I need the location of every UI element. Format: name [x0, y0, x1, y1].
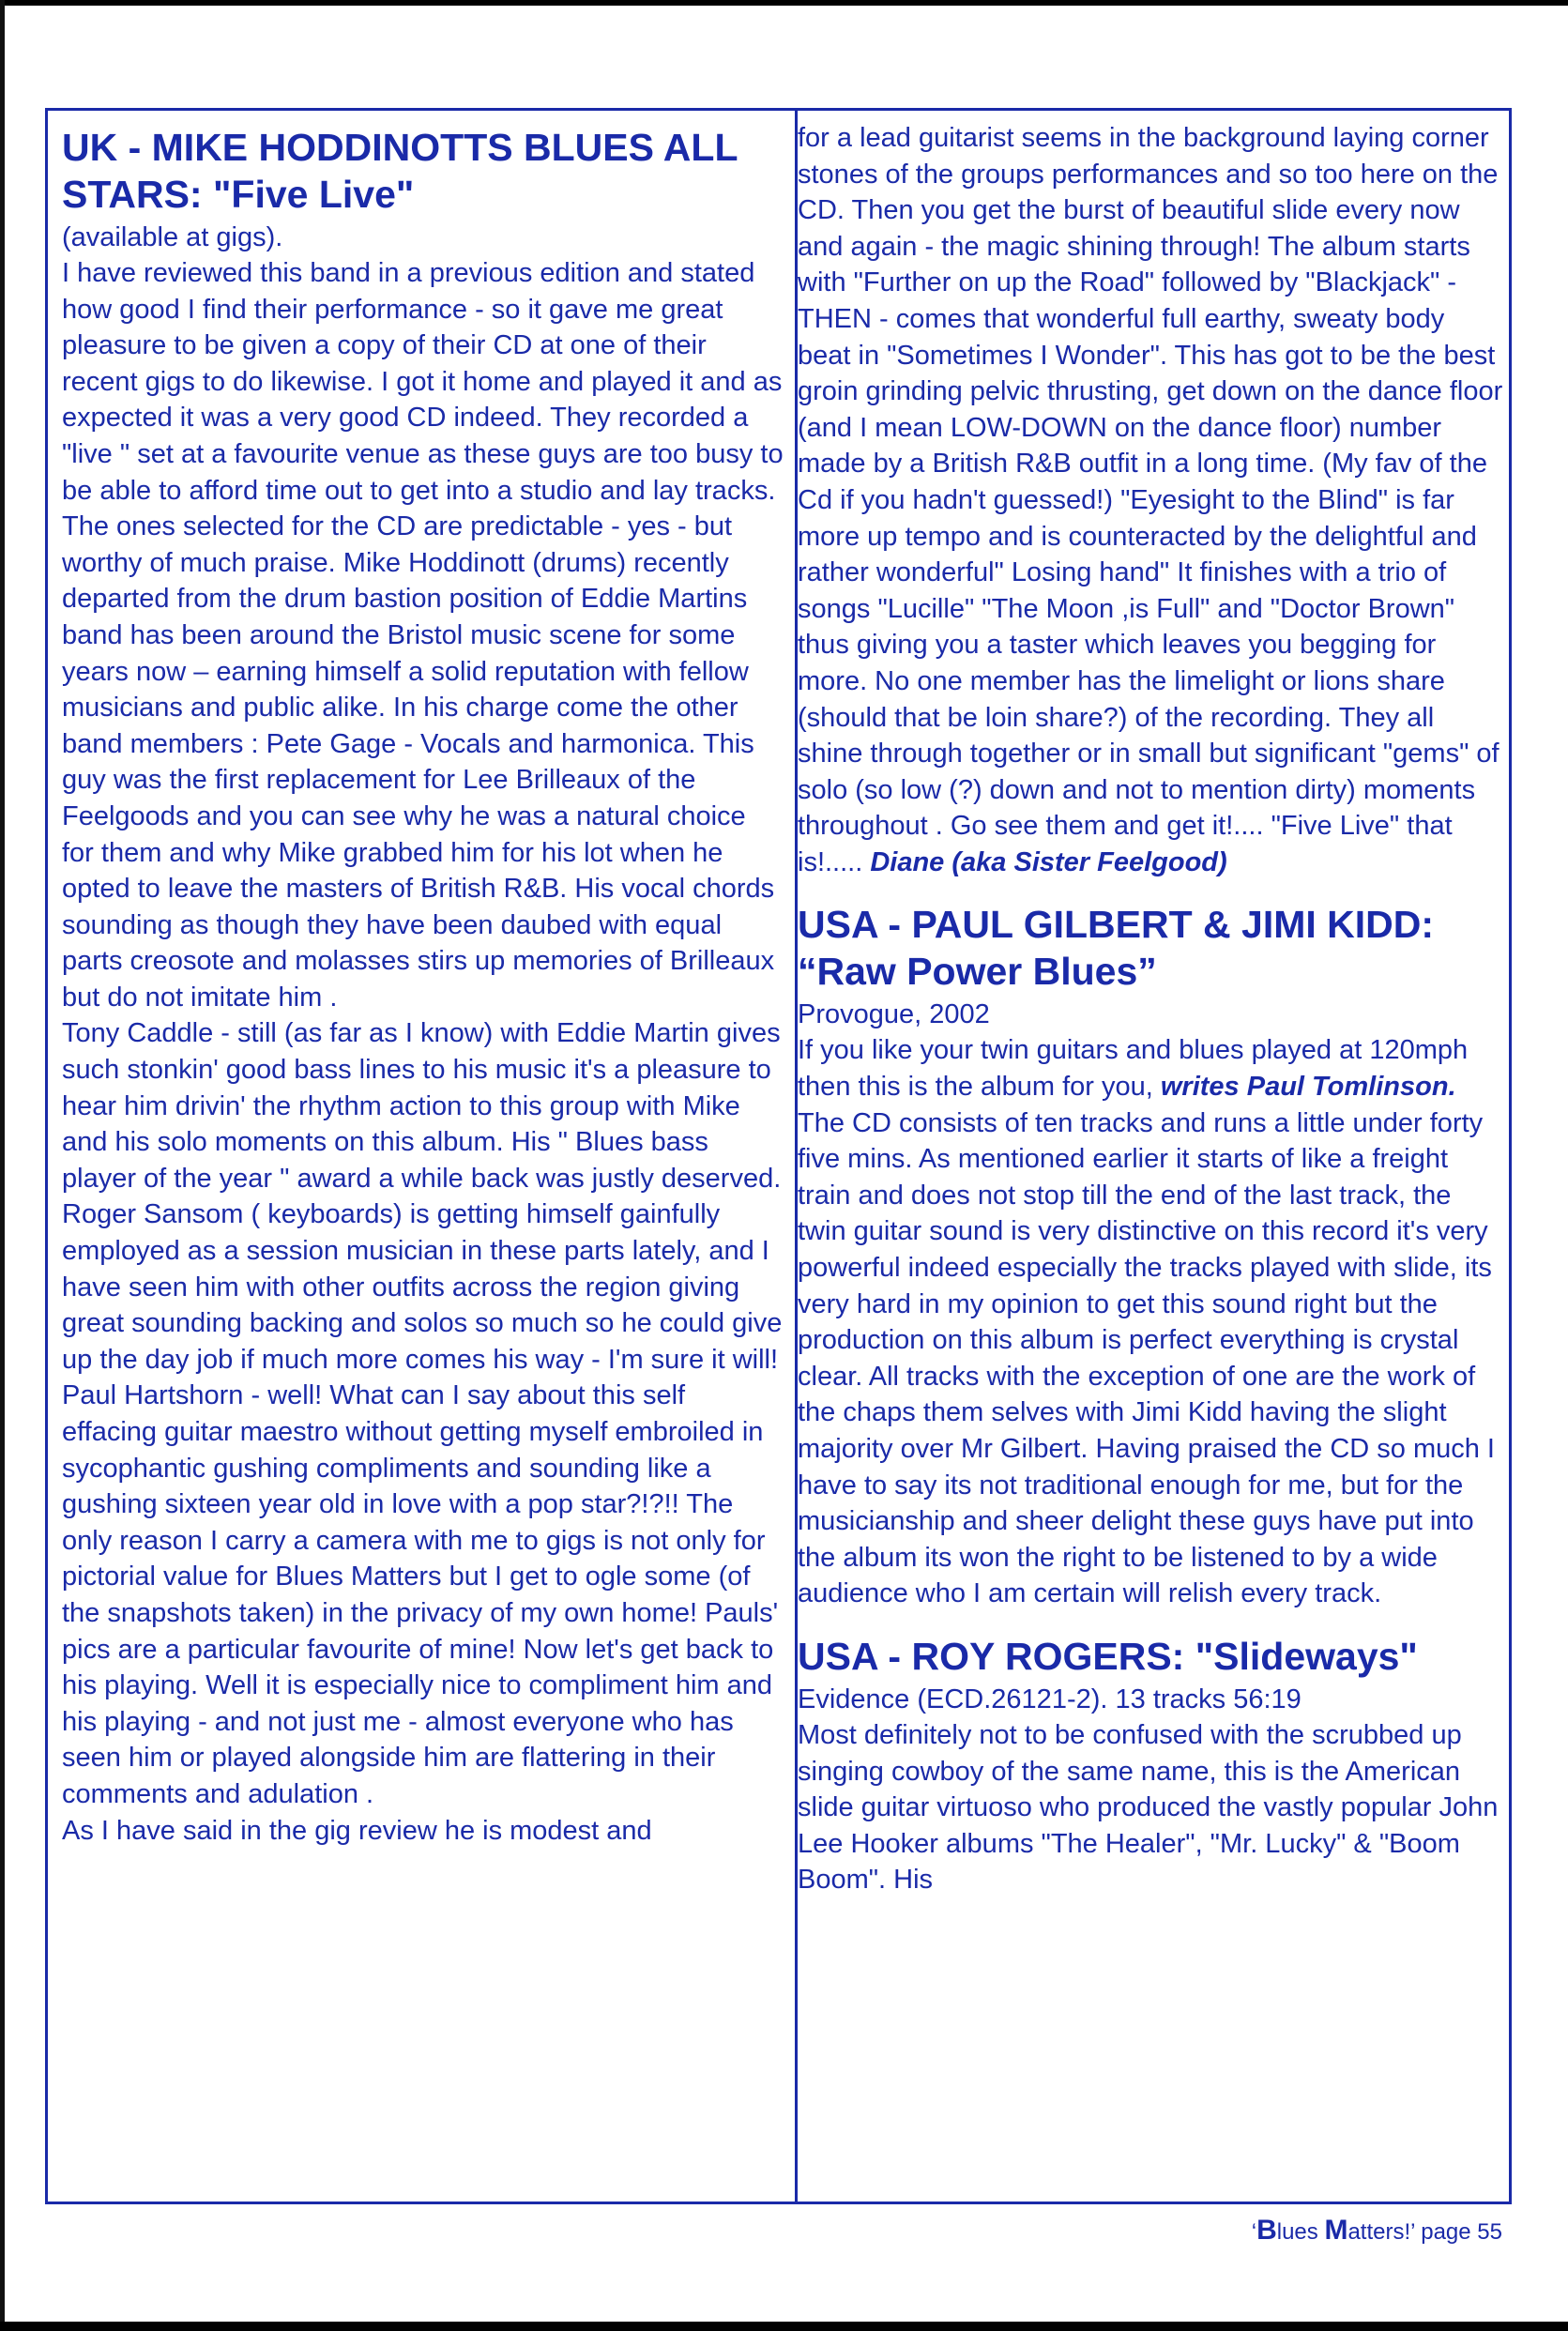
review-meta-roy-rogers: Evidence (ECD.26121-2). 13 tracks 56:19: [798, 1684, 1302, 1714]
paragraph: [798, 1032, 1503, 1612]
byline-tomlinson: writes Paul Tomlinson.: [1160, 1072, 1456, 1103]
footer-quote: ‘: [1251, 2219, 1257, 2245]
footer-initial-b: B: [1256, 2215, 1277, 2246]
paragraph: Tony Caddle - still (as far as I know) with Eddie Martin gives such stonkin' good bass lines to his music it's a pleasure to hear him drivin' the rhythm action to this group with Mike and his solo moments on this album. His " Blues bass player of the year " award a while back was justly deserved. Roger Sansom ( keyboards) is getting himself gainfully employed as a session musician in these parts lately, and I have seen him with other outfits across the region giving great sounding backing and solos so much so he could give up the day job if much more comes his way - I'm sure it will! Paul Hartshorn - well! What can I say about this self effacing guitar maestro without getting myself embroiled in sycophantic gushing compliments and sounding like a gushing sixteen year old in love with a pop star?!?!! The only reason I carry a camera with me to gigs is not only for pictorial value for Blues Matters but I get to ogle some (of the snapshots taken) in the privacy of my own home! Pauls' pics are a particular favourite of mine! Now let's get back to his playing. Well it is especially nice to compliment him and his playing - and not just me - almost everyone who has seen him or played alongside him are flattering in their comments and adulation .: [62, 1018, 783, 1809]
left-edge: [0, 0, 5, 2331]
byline-diane: Diane (aka Sister Feelgood): [870, 846, 1227, 877]
review-body-hoddinott: [62, 255, 784, 1849]
review-title-roy-rogers: USA - ROY ROGERS: "Slideways": [798, 1634, 1418, 1678]
text-run: The CD consists of ten tracks and runs a little under forty five mins. As mentioned earlier it starts of like a freight train and does not stop till the end of the last track, the twin guitar sound is very distinctive on this record it's very powerful indeed especially the tracks played with slide, its very hard in my opinion to get this sound right but the production on this album is perfect everything is crystal clear. All tracks with the exception of one are the work of the chaps them selves with Jimi Kidd having the slight majority over Mr Gilbert. Having praised the CD so much I have to say its not traditional enough for me, but for the musicianship and sheer delight these guys have put into the album its won the right to be listened to by a wide audience who I am certain will relish every track.: [798, 1107, 1495, 1609]
review-body-roy-rogers: [798, 1717, 1503, 1898]
review-meta-gilbert-kidd: Provogue, 2002: [798, 999, 990, 1030]
footer-page-number: atters!’ page 55: [1347, 2219, 1502, 2245]
review-body-gilbert-kidd: [798, 1032, 1503, 1612]
right-column: [798, 120, 1503, 2194]
paragraph: [798, 120, 1503, 880]
review-meta-hoddinott: (available at gigs).: [62, 222, 283, 252]
footer-initial-m: M: [1324, 2215, 1348, 2246]
review-title-gilbert-kidd: USA - PAUL GILBERT & JIMI KIDD: “Raw Power Blues”: [798, 903, 1435, 994]
paragraph: As I have said in the gig review he is modest and: [62, 1815, 652, 1846]
bottom-edge: [0, 2322, 1568, 2331]
text-run: If you like your twin guitars and blues played at 120mph then this is the album for you,: [798, 1035, 1469, 1103]
page-footer: [1252, 2215, 1502, 2247]
paragraph: Most definitely not to be confused with the scrubbed up singing cowboy of the same name, this is the American slide guitar virtuoso who produced the vastly popular John Lee Hooker albums "The Healer", "Mr. Lucky" & "Boom Boom". His: [798, 1719, 1499, 1896]
top-edge: [0, 0, 1568, 6]
left-column: [62, 120, 784, 2194]
continued-text: for a lead guitarist seems in the background laying corner stones of the groups performances and so too here on the CD. Then you get the burst of beautiful slide every now and again - the magic shining through! The album starts with "Further on up the Road" followed by "Blackjack" - THEN - comes that wonderful full earthy, sweaty body beat in "Sometimes I Wonder". This has got to be the best groin grinding pelvic thrusting, get down on the dance floor (and I mean LOW-DOWN on the dance floor) number made by a British R&B outfit in a long time. (My fav of the Cd if you hadn't guessed!) "Eyesight to the Blind" is far more up tempo and is counteracted by the delightful and rather wonderful" Losing hand" It finishes with a trio of songs "Lucille" "The Moon ,is Full" and "Doctor Brown" thus giving you a taster which leaves you begging for more. No one member has the limelight or lions share (should that be loin share?) of the recording. They all shine through together or in small but significant "gems" of solo (so low (?) down and not to mention dirty) moments throughout . Go see them and get it!.... "Five Live" that is!.....: [798, 123, 1503, 877]
review-title-hoddinott: UK - MIKE HODDINOTTS BLUES ALL STARS: "Five Live": [62, 126, 738, 216]
review-body-continued: [798, 120, 1503, 880]
paragraph: I have reviewed this band in a previous edition and stated how good I find their performance - so it gave me great pleasure to be given a copy of their CD at one of their recent gigs to do likewise. I got it home and played it and as expected it was a very good CD indeed. They recorded a "live " set at a favourite venue as these guys are too busy to be able to afford time out to get into a studio and lay tracks. The ones selected for the CD are predictable - yes - but worthy of much praise. Mike Hoddinott (drums) recently departed from the drum bastion position of Eddie Martins band has been around the Bristol music scene for some years now – earning himself a solid reputation with fellow musicians and public alike. In his charge come the other band members : Pete Gage - Vocals and harmonica. This guy was the first replacement for Lee Brilleaux of the Feelgoods and you can see why he was a natural choice for them and why Mike grabbed him for his lot when he opted to leave the masters of British R&B. His vocal chords sounding as though they have been daubed with equal parts creosote and molasses stirs up memories of Brilleaux but do not imitate him .: [62, 258, 784, 1013]
footer-text: lues: [1276, 2219, 1325, 2245]
